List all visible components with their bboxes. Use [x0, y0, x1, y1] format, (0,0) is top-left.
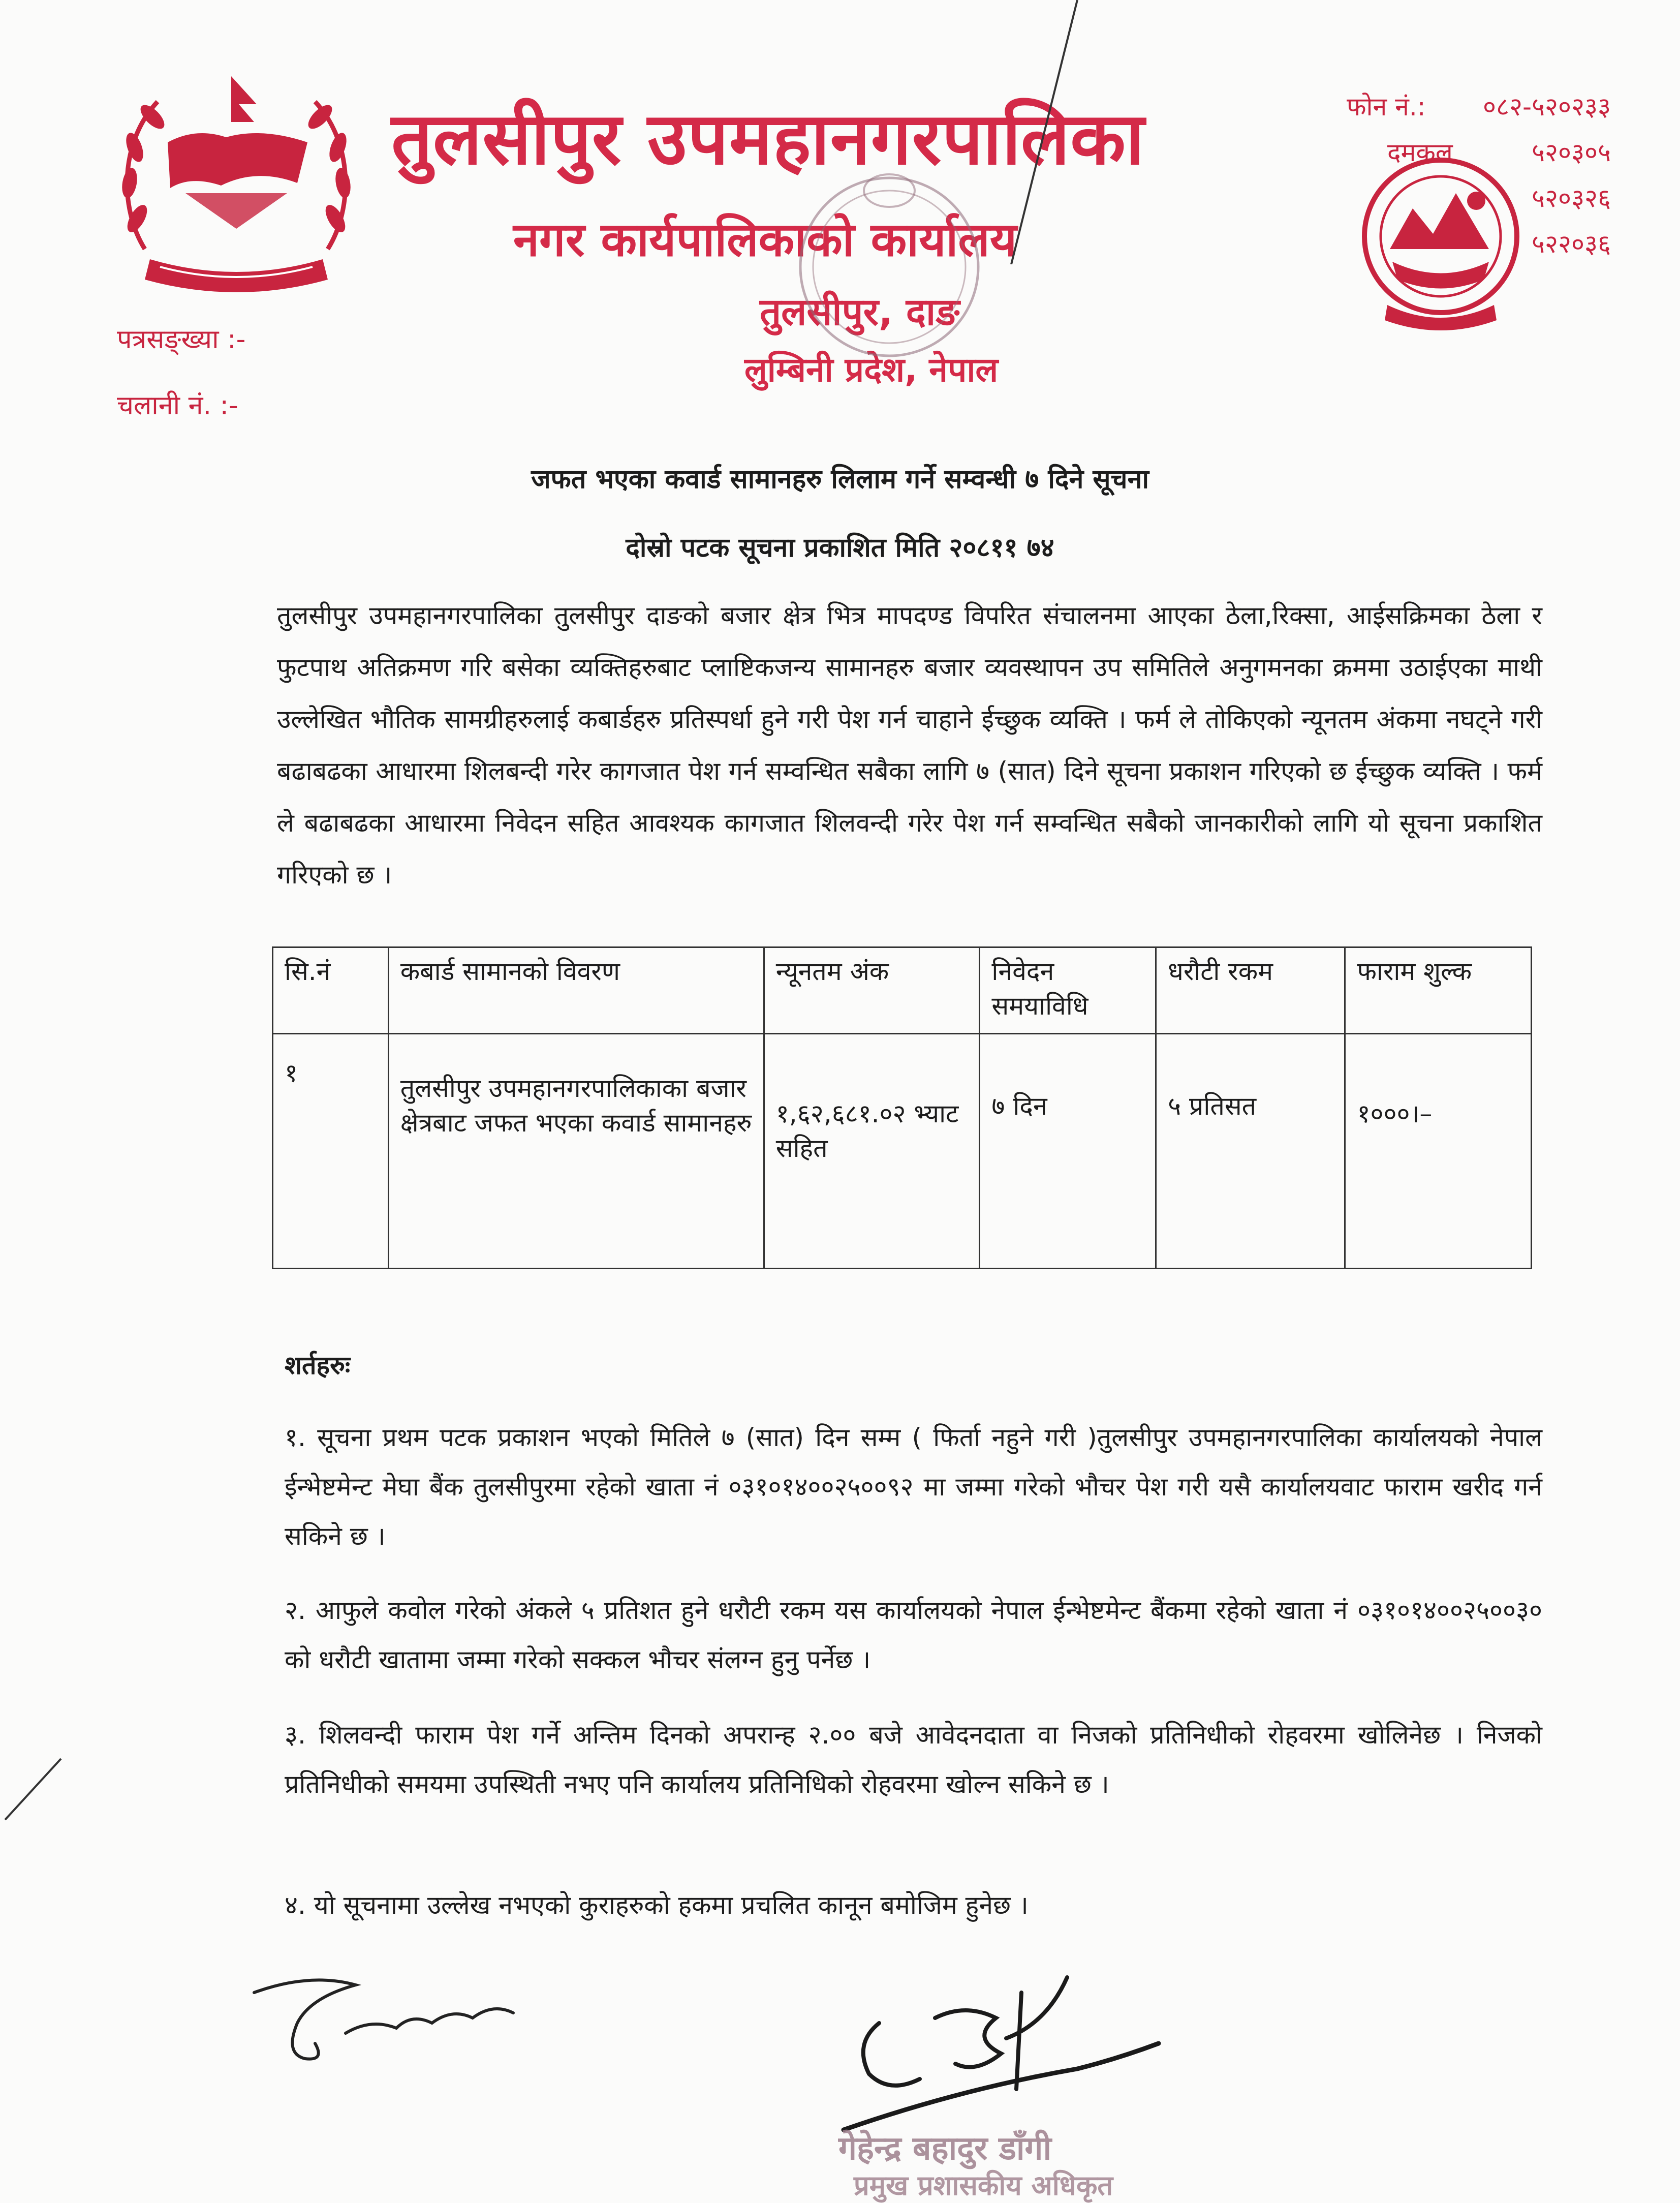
pen-mark [1001, 0, 1082, 264]
phone-row [1347, 175, 1611, 221]
table-cell: तुलसीपुर उपमहानगरपालिकाका बजार क्षेत्रबाट जफत भएका कवार्ड सामानहरु [388, 1034, 764, 1269]
column-header: सि.नं [273, 947, 389, 1034]
column-header: कबार्ड सामानको विवरण [388, 947, 764, 1034]
term-item: २. आफुले कवोल गरेको अंकले ५ प्रतिशत हुने धरौटी रकम यस कार्यालयको नेपाल ईन्भेष्टमेन्ट बैंकमा रहेको खाता नं ०३१०१४००२५००३० को धरौटी खातामा जम्मा गरेको सक्कल भौचर संलग्न हुनु पर्नेछ । [285, 1596, 1542, 1674]
office-stamp [783, 130, 996, 404]
signatory-name: गेहेन्द्र बहादुर डाँगी [838, 2130, 1052, 2167]
phone-value: ०८२-५२०२३३ [1482, 92, 1611, 121]
table-cell: ५ प्रतिसत [1156, 1034, 1345, 1269]
province-name: लुम्बिनी प्रदेश, नेपाल [744, 350, 999, 389]
office-name: नगर कार्यपालिकाको कार्यालय [513, 212, 1017, 267]
phone-row [1347, 221, 1611, 267]
phone-label: दमकल [1387, 138, 1453, 167]
nepal-emblem-logo [109, 66, 363, 300]
phone-value: ५२०३२६ [1532, 183, 1611, 213]
term-item: ४. यो सूचनामा उल्लेख नभएको कुराहरुको हकमा प्रचलित कानून बमोजिम हुनेछ । [285, 1890, 1029, 1920]
column-header: फाराम शुल्क [1345, 947, 1532, 1034]
table-cell: ७ दिन [980, 1034, 1156, 1269]
organization-name: तुलसीपुर उपमहानगरपालिका [391, 97, 1145, 181]
signatory-designation: प्रमुख प्रशासकीय अधिकृत [854, 2169, 1113, 2201]
handwritten-initials [249, 1962, 534, 2079]
phone-row [1347, 130, 1611, 175]
dispatch-number-label: चलानी नं. :- [117, 390, 238, 421]
term-item: १. सूचना प्रथम पटक प्रकाशन भएको मितिले ७ (सात) दिन सम्म ( फिर्ता नहुने गरी )तुलसीपुर उपमहानगरपालिका कार्यालयको नेपाल ईन्भेष्टमेन्ट मेघा बैंक तुलसीपुरमा रहेको खाता नं ०३१०१४००२५००९२ मा जम्मा गरेको भौचर पेश गरी यसै कार्यालयवाट फाराम खरीद गर्न सकिने छ । [285, 1423, 1542, 1551]
notice-body: तुलसीपुर उपमहानगरपालिका तुलसीपुर दाङको बजार क्षेत्र भित्र मापदण्ड विपरित संचालनमा आएका ठेला,रिक्सा, आईसक्रिमका ठेला र फुटपाथ अतिक्रमण गरि बसेका व्यक्तिहरुबाट प्लाष्टिकजन्य सामानहरु बजार व्यवस्थापन उप समितिले अनुगमनका क्रममा उठाईएका माथी उल्लेखित भौतिक सामग्रीहरुलाई कबार्डहरु प्रतिस्पर्धा हुने गरी पेश गर्न चाहाने ईच्छुक व्यक्ति । फर्म ले तोकिएको न्यूनतम अंकमा नघट्ने गरी बढाबढका आधारमा शिलबन्दी गरेर कागजात पेश गर्न सम्वन्धित सबैका लागि ७ (सात) दिने सूचना प्रकाशन गरिएको छ ईच्छुक व्यक्ति । फर्म ले बढाबढका आधारमा निवेदन सहित आवश्यक कागजात शिलवन्दी गरेर पेश गर्न सम्वन्धित सबैको जानकारीको लागि यो सूचना प्रकाशित गरिएको छ । [277, 601, 1542, 890]
city-name: तुलसीपुर, दाङ [760, 290, 960, 334]
letter-number-label: पत्रसङ्ख्या :- [117, 324, 246, 355]
phone-label: फोन नं.: [1347, 92, 1426, 121]
phone-value: ५२०३०५ [1532, 138, 1611, 167]
phone-numbers [1347, 84, 1611, 267]
column-header: धरौटी रकम [1156, 947, 1345, 1034]
table-header-row [273, 947, 1532, 1034]
phone-value: ५२२०३६ [1532, 229, 1611, 259]
notice-title: जफत भएका कवार्ड सामानहरु लिलाम गर्ने सम्वन्धी ७ दिने सूचना [531, 464, 1149, 495]
table-cell: १,६२,६८१.०२ भ्याट सहित [764, 1034, 980, 1269]
column-header: न्यूनतम अंक [764, 947, 980, 1034]
table-cell: १०००।– [1345, 1034, 1532, 1269]
table-row [273, 1034, 1532, 1269]
table-cell: १ [273, 1034, 389, 1269]
term-item: ३. शिलवन्दी फाराम पेश गर्ने अन्तिम दिनको अपरान्ह २.०० बजे आवेदनदाता वा निजको प्रतिनिधीको रोहवरमा खोलिनेछ । निजको प्रतिनिधीको समयमा उपस्थिती नभए पनि कार्यालय प्रतिनिधिको रोहवरमा खोल्न सकिने छ । [285, 1720, 1542, 1799]
officer-signature [833, 1962, 1169, 2135]
column-header: निवेदन समयाविधि [980, 947, 1156, 1034]
phone-row [1347, 84, 1611, 130]
pen-mark [0, 1749, 71, 1830]
items-table [272, 946, 1532, 1269]
terms-heading: शर्तहरुः [285, 1351, 351, 1380]
notice-subtitle: दोस्रो पटक सूचना प्रकाशित मिति २०८११ ७४ [626, 533, 1054, 563]
